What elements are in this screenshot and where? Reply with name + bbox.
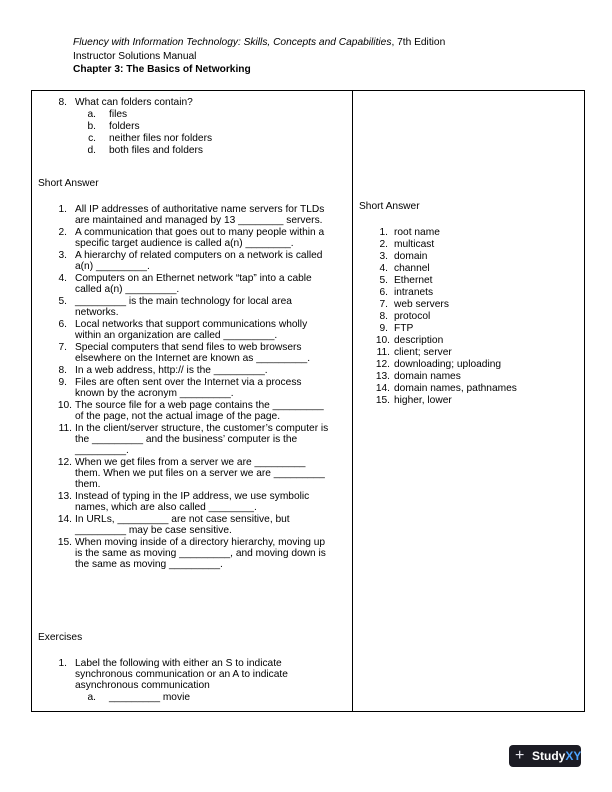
sa-q-line: When moving inside of a directory hierarchy, moving up	[75, 537, 326, 548]
sa-q-line: the _________ and the business’ computer is the	[75, 434, 298, 445]
q8-text: What can folders contain?	[75, 97, 193, 108]
sa-q-line: A communication that goes out to many people within a	[75, 227, 325, 238]
sa-q-number: 12.	[57, 457, 72, 468]
answer-number: 10.	[375, 335, 390, 346]
answer-text: description	[394, 335, 444, 346]
sa-q-line: Computers on an Ethernet network “tap” into a cable	[75, 273, 312, 284]
content-table	[31, 90, 585, 712]
studyxy-logo	[509, 745, 581, 767]
q8-option-text: files	[109, 109, 128, 120]
sa-q-line: specific target audience is called a(n) ________.	[75, 238, 294, 249]
answer-text: client; server	[394, 347, 452, 358]
answer-text: protocol	[394, 311, 431, 322]
plus-icon: +	[515, 747, 525, 764]
sa-q-line: When we get files from a server we are _________	[75, 457, 306, 468]
exercises-heading: Exercises	[38, 632, 83, 643]
answer-number: 8.	[379, 311, 388, 322]
sa-q-line: within an organization are called _________.	[75, 330, 278, 341]
answers-heading: Short Answer	[359, 201, 420, 212]
q8-option-letter: d.	[87, 145, 96, 156]
sa-q-number: 6.	[58, 319, 67, 330]
sa-q-number: 9.	[58, 377, 67, 388]
sa-q-line: called a(n) _________.	[75, 284, 180, 295]
sa-q-line: In URLs, _________ are not case sensitive, but	[75, 514, 290, 525]
answer-text: domain names, pathnames	[394, 383, 517, 394]
sa-q-line: networks.	[75, 307, 119, 318]
manual-title: Instructor Solutions Manual	[73, 50, 197, 62]
answer-number: 13.	[375, 371, 390, 382]
answer-text: multicast	[394, 239, 435, 250]
sa-q-line: A hierarchy of related computers on a network is called	[75, 250, 323, 261]
sa-q-line: is the same as moving _________, and moving down is	[75, 548, 326, 559]
sa-q-line: the same as moving _________.	[75, 559, 223, 570]
sa-q-number: 14.	[57, 514, 72, 525]
answer-number: 7.	[379, 299, 388, 310]
q8-option-letter: c.	[88, 133, 96, 144]
q8-option-letter: b.	[87, 121, 96, 132]
answer-number: 3.	[379, 251, 388, 262]
sa-q-line: _________.	[75, 445, 129, 456]
sa-q-line: In a web address, http:// is the _________.	[75, 365, 268, 376]
answer-number: 6.	[379, 287, 388, 298]
sa-q-number: 5.	[58, 296, 67, 307]
q8-option-text: both files and folders	[109, 145, 204, 156]
answer-number: 4.	[379, 263, 388, 274]
sa-q-line: Local networks that support communications wholly	[75, 319, 308, 330]
book-title-line	[73, 36, 445, 50]
sa-q-line: them. When we put files on a server we are _________	[75, 468, 325, 479]
q8-option-text: folders	[109, 121, 140, 132]
sa-q-line: elsewhere on the Internet are known as _________.	[75, 353, 311, 364]
sa-q-number: 11.	[58, 423, 72, 434]
sa-q-number: 7.	[58, 342, 67, 353]
answer-text: root name	[394, 227, 440, 238]
sa-q-line: _________ may be case sensitive.	[75, 525, 232, 536]
q8-option-letter: a.	[87, 109, 96, 120]
chapter-title: Chapter 3: The Basics of Networking	[73, 64, 251, 75]
short-answer-heading: Short Answer	[38, 178, 99, 189]
ex-q-number: 1.	[58, 658, 67, 669]
sa-q-line: The source file for a web page contains the _________	[75, 400, 324, 411]
answer-text: Ethernet	[394, 275, 433, 286]
ex-q-line: asynchronous communication	[75, 680, 210, 691]
q8-number: 8.	[58, 97, 67, 108]
answer-number: 5.	[379, 275, 388, 286]
answer-number: 15.	[375, 395, 390, 406]
answer-number: 12.	[375, 359, 390, 370]
answer-number: 2.	[379, 239, 388, 250]
q8-option-text: neither files nor folders	[109, 133, 213, 144]
sa-q-line: All IP addresses of authoritative name servers for TLDs	[75, 204, 325, 215]
left-column	[32, 91, 352, 711]
answer-text: channel	[394, 263, 430, 274]
ex-q-line: synchronous communication or an A to indicate	[75, 669, 288, 680]
sa-q-number: 3.	[58, 250, 67, 261]
sa-q-line: them.	[75, 479, 101, 490]
sa-q-line: a(n) _________.	[75, 261, 150, 272]
page-header	[73, 36, 445, 77]
ex-q-line: Label the following with either an S to indicate	[75, 658, 282, 669]
answer-number: 11.	[376, 347, 390, 358]
sa-q-number: 15.	[57, 537, 72, 548]
book-title: Fluency with Information Technology: Skills, Concepts and Capabilities	[73, 37, 392, 48]
right-column	[353, 91, 584, 711]
sa-q-number: 10.	[57, 400, 72, 411]
ex-sub-text: _________ movie	[109, 692, 190, 703]
logo-word-study: Study	[532, 749, 566, 763]
logo-word-xy: XY	[565, 749, 582, 763]
sa-q-line: of the page, not the actual image of the page.	[75, 411, 281, 422]
logo-wordmark	[532, 749, 581, 763]
answer-text: FTP	[394, 323, 414, 334]
sa-q-line: Files are often sent over the Internet via a process	[75, 377, 302, 388]
answer-text: downloading; uploading	[394, 359, 502, 370]
sa-q-line: names, which are also called ________.	[75, 502, 257, 513]
sa-q-number: 13.	[57, 491, 72, 502]
answer-text: intranets	[394, 287, 434, 298]
sa-q-line: Special computers that send files to web browsers	[75, 342, 302, 353]
sa-q-number: 1.	[58, 204, 67, 215]
sa-q-line: In the client/server structure, the customer’s computer is	[75, 423, 329, 434]
answer-number: 1.	[379, 227, 388, 238]
sa-q-line: known by the acronym _________.	[75, 388, 234, 399]
sa-q-line: are maintained and managed by 13 ________ servers.	[75, 215, 323, 226]
answer-text: domain names	[394, 371, 461, 382]
ex-sub-letter: a.	[87, 692, 96, 703]
answer-text: web servers	[394, 299, 449, 310]
sa-q-number: 4.	[58, 273, 67, 284]
sa-q-line: _________ is the main technology for local area	[75, 296, 292, 307]
sa-q-number: 2.	[58, 227, 67, 238]
sa-q-line: Instead of typing in the IP address, we use symbolic	[75, 491, 310, 502]
answer-number: 9.	[379, 323, 388, 334]
answer-text: higher, lower	[394, 395, 452, 406]
answer-number: 14.	[375, 383, 390, 394]
sa-q-number: 8.	[58, 365, 67, 376]
edition: , 7th Edition	[391, 37, 446, 48]
answer-text: domain	[394, 251, 428, 262]
